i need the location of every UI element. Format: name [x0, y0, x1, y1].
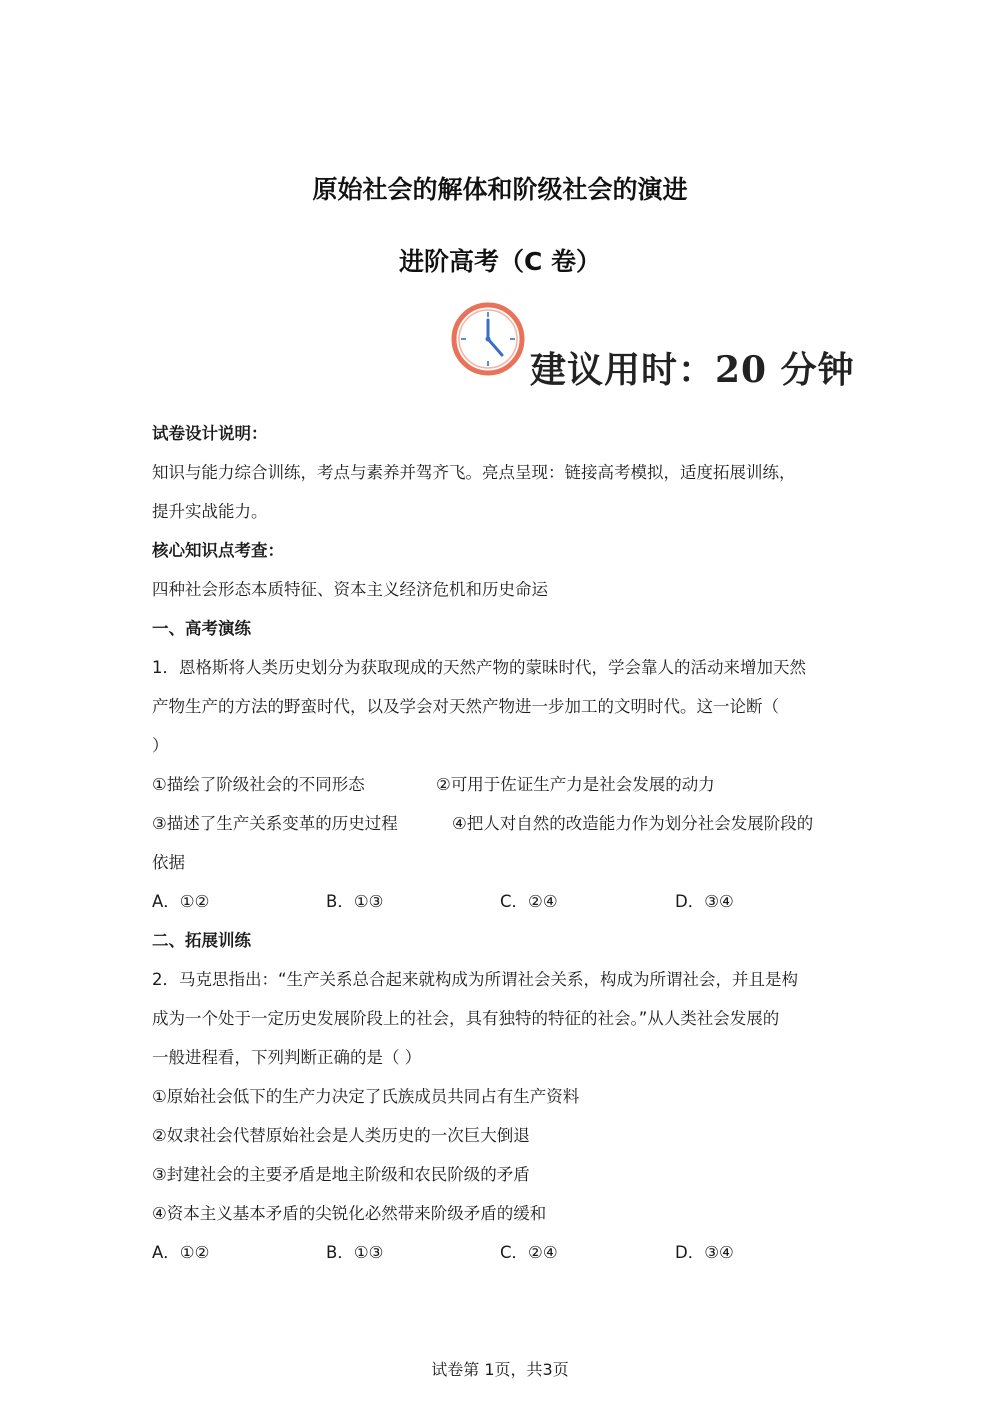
design-note-line: 知识与能力综合训练，考点与素养并驾齐飞。亮点呈现：链接高考模拟，适度拓展训练，: [152, 463, 796, 482]
clock-icon: [448, 298, 530, 380]
section-heading: 二、拓展训练: [152, 931, 251, 950]
option-d: D．③④: [675, 892, 734, 911]
page-subtitle: 进阶高考（C 卷）: [398, 247, 602, 276]
option-c: C．②④: [500, 892, 558, 911]
statement: ④资本主义基本矛盾的尖锐化必然带来阶级矛盾的缓和: [152, 1204, 547, 1223]
question-line: 一般进程看，下列判断正确的是（ ）: [152, 1048, 422, 1067]
question-line: 2．马克思指出：“生产关系总合起来就构成为所谓社会关系，构成为所谓社会，并且是构: [152, 970, 799, 989]
core-points-heading: 核心知识点考查：: [152, 541, 284, 560]
option-d: D．③④: [675, 1243, 734, 1262]
core-points-text: 四种社会形态本质特征、资本主义经济危机和历史命运: [152, 580, 548, 599]
option-c: C．②④: [500, 1243, 558, 1262]
statement: ②可用于佐证生产力是社会发展的动力: [436, 775, 715, 794]
question-line: 成为一个处于一定历史发展阶段上的社会，具有独特的特征的社会。”从人类社会发展的: [152, 1009, 780, 1028]
statement: ①原始社会低下的生产力决定了氏族成员共同占有生产资料: [152, 1087, 580, 1106]
question-line: 产物生产的方法的野蛮时代，以及学会对天然产物进一步加工的文明时代。这一论断（: [152, 697, 779, 716]
statement: 依据: [152, 853, 185, 872]
time-badge: [448, 298, 855, 391]
page-footer: 试卷第 1页，共3页: [431, 1360, 569, 1379]
time-badge-text: 建议用时：20 分钟: [530, 349, 855, 391]
statement: ④把人对自然的改造能力作为划分社会发展阶段的: [452, 814, 814, 833]
statement: ②奴隶社会代替原始社会是人类历史的一次巨大倒退: [152, 1126, 530, 1145]
page-title: 原始社会的解体和阶级社会的演进: [312, 175, 688, 204]
statement: ③封建社会的主要矛盾是地主阶级和农民阶级的矛盾: [152, 1165, 530, 1184]
question-line: ）: [152, 736, 169, 755]
section-heading: 一、高考演练: [152, 619, 251, 638]
design-note-heading: 试卷设计说明：: [152, 424, 268, 443]
option-a: A．①②: [152, 892, 210, 911]
option-b: B．①③: [326, 892, 384, 911]
statement: ③描述了生产关系变革的历史过程: [152, 814, 398, 833]
option-b: B．①③: [326, 1243, 384, 1262]
statement: ①描绘了阶级社会的不同形态: [152, 775, 365, 794]
design-note-line: 提升实战能力。: [152, 502, 268, 521]
option-a: A．①②: [152, 1243, 210, 1262]
question-line: 1．恩格斯将人类历史划分为获取现成的天然产物的蒙昧时代，学会靠人的活动来增加天然: [152, 658, 806, 677]
